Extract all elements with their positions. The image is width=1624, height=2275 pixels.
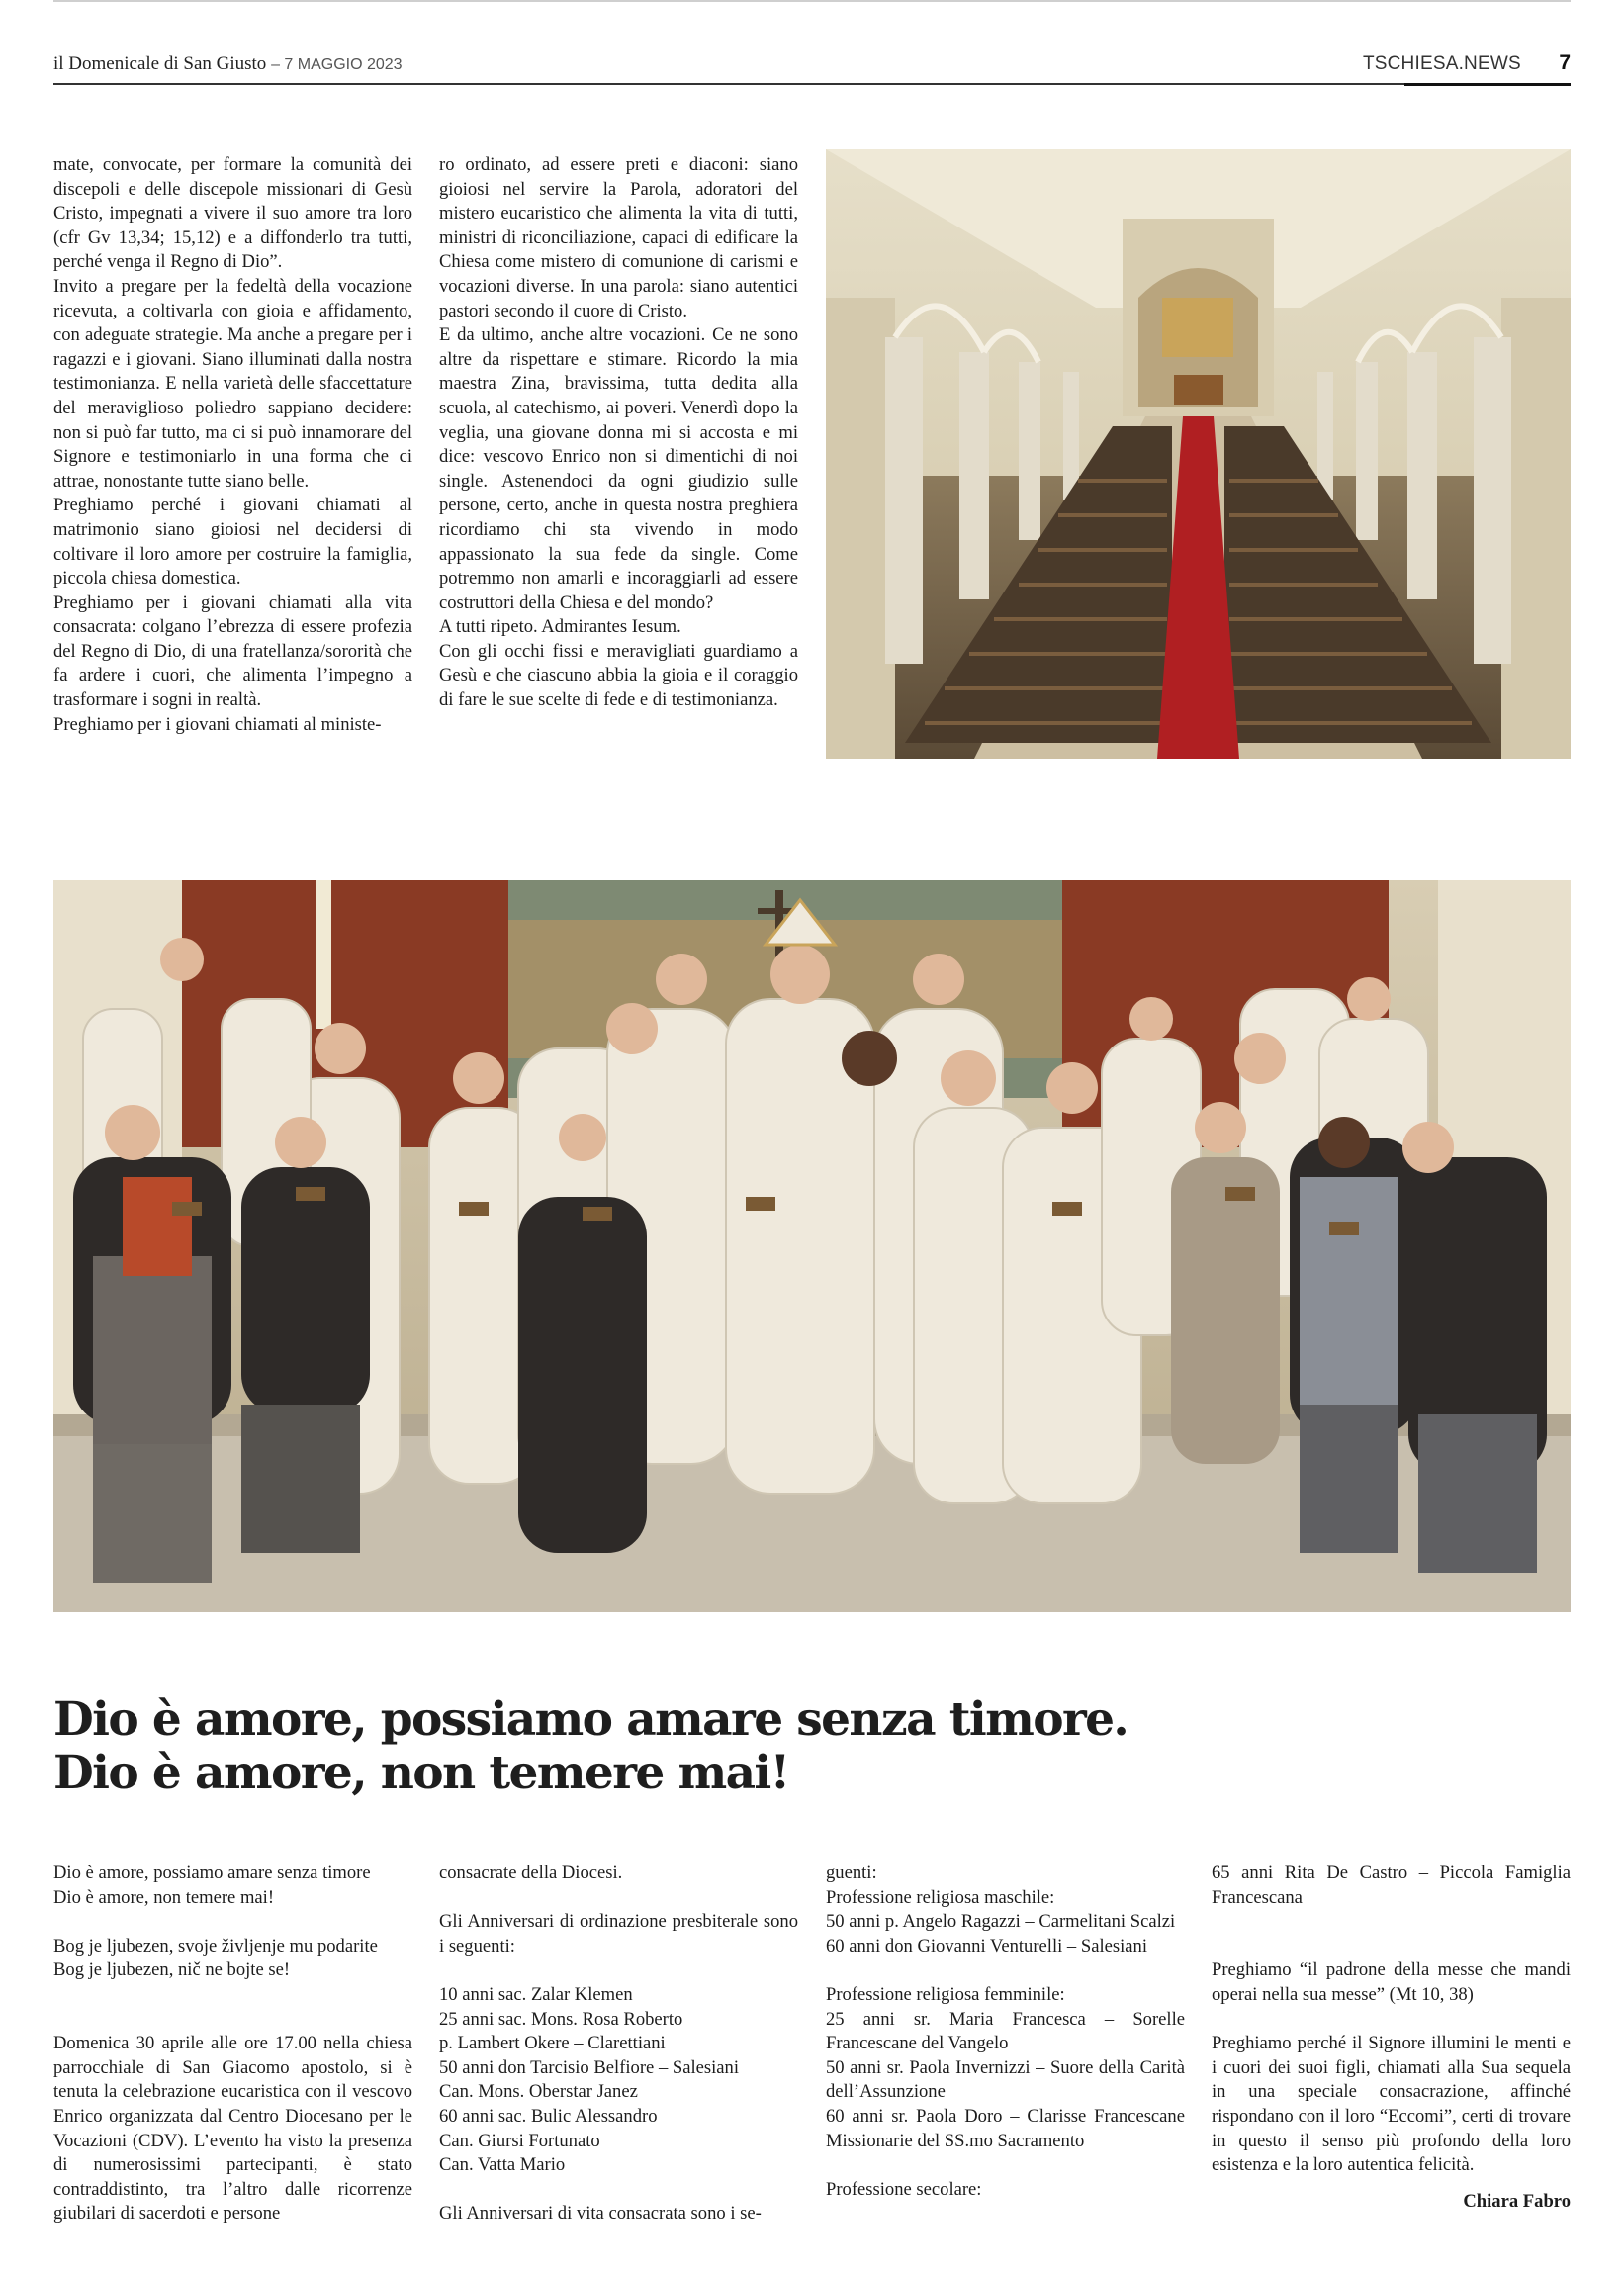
paragraph: 60 anni sac. Bulic Alessandro <box>439 2105 658 2127</box>
spacer <box>826 1958 1185 1983</box>
bottom-article-column-1 <box>53 1862 412 2227</box>
paragraph: Can. Vatta Mario <box>439 2154 566 2176</box>
paragraph: Preghiamo per i giovani chiamati al ministe- <box>53 713 382 735</box>
publication-name: il Domenicale di San Giusto <box>53 53 267 74</box>
header-rule <box>53 83 1571 85</box>
paragraph: 65 anni Rita De Castro – Piccola Famiglia Francescana <box>1212 1863 1571 1908</box>
paragraph: Preghiamo perché i giovani chiamati al matrimonio siano gioiosi nel decidersi di coltivare il loro amore per costruire la famiglia, piccola chiesa domestica. <box>53 495 412 590</box>
paragraph: ro ordinato, ad essere preti e diaconi: siano gioiosi nel servire la Parola, adoratori del mistero eucaristico che alimenta la vita di tutti, ministri di riconciliazione, capaci di edificare la Chiesa come mistero di comunione di carismi e vocazioni diverse. In una parola: siano autentici pastori secondo il cuore di Cristo. <box>439 154 798 321</box>
spacer <box>1212 2008 1571 2033</box>
paragraph: 60 anni sr. Paola Doro – Clarisse Francescane Missionarie del SS.mo Sacramento <box>826 2105 1185 2151</box>
spacer <box>439 2178 798 2203</box>
spacer <box>53 1983 412 2008</box>
bottom-article-column-3 <box>826 1862 1185 2202</box>
paragraph: guenti: <box>826 1863 877 1883</box>
headline-line-2: Dio è amore, non temere mai! <box>53 1746 789 1800</box>
paragraph: Professione religiosa maschile: <box>826 1886 1055 1908</box>
paragraph: Gli Anniversari di vita consacrata sono i se- <box>439 2203 762 2225</box>
paragraph: 10 anni sac. Zalar Klemen <box>439 1983 633 2005</box>
church-nave-illustration <box>826 149 1571 759</box>
spacer <box>1212 1910 1571 1935</box>
author-signature: Chiara Fabro <box>1463 2190 1571 2212</box>
spacer <box>53 2008 412 2033</box>
spacer <box>53 1910 412 1935</box>
issue-date: – 7 MAGGIO 2023 <box>271 56 403 73</box>
paragraph: A tutti ripeto. Admirantes Iesum. <box>439 616 681 638</box>
bottom-article-column-4 <box>1212 1862 1571 2214</box>
paragraph: Dio è amore, non temere mai! <box>53 1886 275 1908</box>
page-header <box>53 47 1571 85</box>
spacer <box>439 1958 798 1983</box>
top-border <box>53 0 1571 2</box>
group-photo-illustration <box>53 880 1571 1612</box>
site-and-page <box>1363 51 1571 75</box>
paragraph: Preghiamo per i giovani chiamati alla vita consacrata: colgano l’ebrezza di essere profezia del Regno di Dio, di una fratellanza/sororità che fa ardere i cuori, che alimenta l’impegno a trasformare i sogni in realtà. <box>53 592 412 711</box>
paragraph: 50 anni don Tarcisio Belfiore – Salesiani <box>439 2056 740 2078</box>
paragraph: Can. Giursi Fortunato <box>439 2130 600 2151</box>
paragraph: Domenica 30 aprile alle ore 17.00 nella chiesa parrocchiale di San Giacomo apostolo, si è tenuta la celebrazione eucaristica con il vescovo Enrico organizzata dal Centro Diocesano per le Vocazioni (CDV). L’evento ha visto la presenza di numerosissimi partecipanti, è stato contraddistinto, tra l’altro dalle ricorrenze giubilari di sacerdoti e persone <box>53 2033 412 2225</box>
site-name[interactable]: TSCHIESA.NEWS <box>1362 53 1521 74</box>
paragraph: mate, convocate, per formare la comunità dei discepoli e delle discepole missionari di Gesù Cristo, impegnati a vivere il suo amore tra loro (cfr Gv 13,34; 15,12) e a diffonderlo tra tutti, perché venga il Regno di Dio”. <box>53 154 412 273</box>
paragraph: Con gli occhi fissi e meravigliati guardiamo a Gesù e che ciascuno abbia la gioia e il coraggio di fare le sue scelte di fede e di testimonianza. <box>439 640 798 711</box>
article-headline <box>53 1693 1571 1800</box>
paragraph: 50 anni sr. Paola Invernizzi – Suore della Carità dell’Assunzione <box>826 2056 1185 2103</box>
headline-line-1: Dio è amore, possiamo amare senza timore. <box>53 1692 1128 1747</box>
paragraph: Dio è amore, possiamo amare senza timore <box>53 1863 371 1883</box>
paragraph: Bog je ljubezen, nič ne bojte se! <box>53 1959 291 1981</box>
paragraph: Preghiamo “il padrone della messe che mandi operai nella sua messe” (Mt 10, 38) <box>1212 1959 1571 2005</box>
spacer <box>826 2153 1185 2178</box>
paragraph: 25 anni sac. Mons. Rosa Roberto <box>439 2008 683 2030</box>
group-photo <box>53 880 1571 1612</box>
paragraph: Bog je ljubezen, svoje življenje mu podarite <box>53 1935 378 1956</box>
paragraph: 50 anni p. Angelo Ragazzi – Carmelitani Scalzi <box>826 1911 1176 1933</box>
paragraph: Preghiamo perché il Signore illumini le menti e i cuori dei suoi figli, chiamati alla Sua sequela in una speciale consacrazione, affinché rispondano con il loro “Eccomi”, certi di trovare in questo il senso più profondo della loro esistenza e la loro autentica felicità. <box>1212 2033 1571 2176</box>
paragraph: Invito a pregare per la fedeltà della vocazione ricevuta, a coltivarla con gioia e affidamento, con adeguate strategie. Ma anche a pregare per i ragazzi e i giovani. Siano illuminati dalla nostra testimonianza. E nella varietà delle sfaccettature del meraviglioso poliedro sappiano decidere: non si può far tutto, ma ci si può innamorare del Signore e testimoniarlo in una forma che ci attrae, nonostante tutte siano belle. <box>53 275 412 492</box>
top-article-column-2 <box>439 153 798 713</box>
page-number: 7 <box>1559 51 1571 74</box>
paragraph: Professione secolare: <box>826 2178 982 2200</box>
paragraph: Can. Mons. Oberstar Janez <box>439 2081 638 2103</box>
bottom-article-column-4-body <box>1212 1862 1571 2178</box>
spacer <box>439 1886 798 1911</box>
paragraph: consacrate della Diocesi. <box>439 1863 623 1883</box>
top-article-column-1 <box>53 153 412 737</box>
paragraph: E da ultimo, anche altre vocazioni. Ce ne sono altre da rispettare e stimare. Ricordo la mia maestra Zina, bravissima, tutta dedita alla scuola, al catechismo, ai poveri. Venerdì dopo la veglia, una giovane donna mi si accosta e mi dice: vescovo Enrico non si dimentichi di noi single. Astenendoci da ogni giudizio sulle persone, certo, anche in questa nostra preghiera ricordiamo chi sta vivendo in modo appassionato la sua fede da single. Come potremmo non amarli e incoraggiarli ad essere costruttori della Chiesa e del mondo? <box>439 324 798 613</box>
bottom-article-column-2 <box>439 1862 798 2227</box>
paragraph: 25 anni sr. Maria Francesca – Sorelle Francescane del Vangelo <box>826 2008 1185 2054</box>
paragraph: 60 anni don Giovanni Venturelli – Salesiani <box>826 1935 1147 1956</box>
church-nave-photo <box>826 149 1571 759</box>
header-rule-accent <box>1404 83 1571 86</box>
spacer <box>1212 1935 1571 1959</box>
paragraph: Gli Anniversari di ordinazione presbiterale sono i seguenti: <box>439 1911 798 1956</box>
paragraph: p. Lambert Okere – Clarettiani <box>439 2033 666 2054</box>
paragraph: Professione religiosa femminile: <box>826 1983 1065 2005</box>
publication-info <box>53 53 403 75</box>
